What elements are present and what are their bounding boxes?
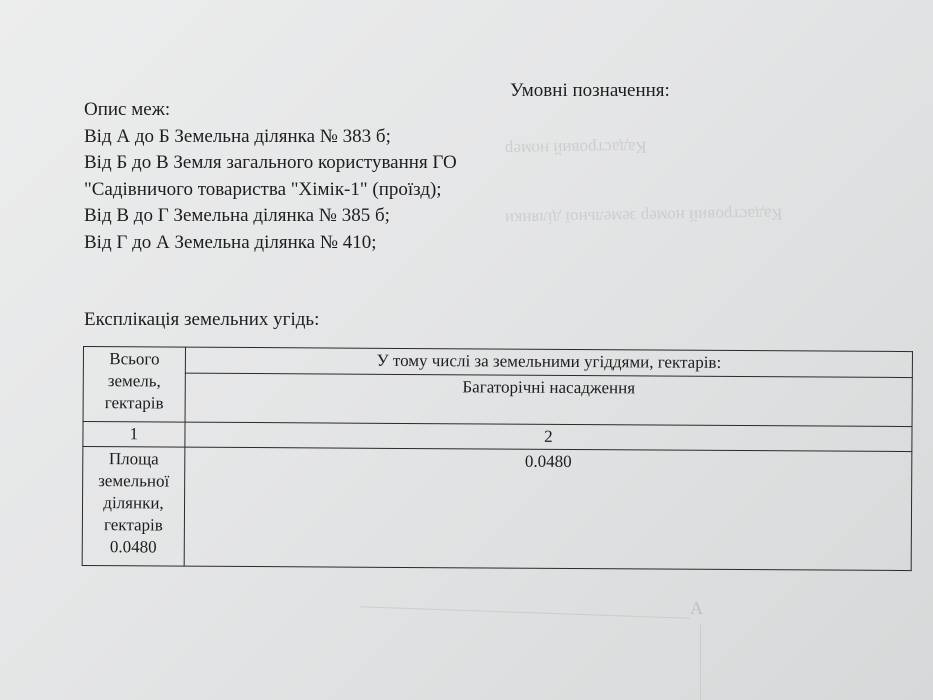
perennial-plantings-header: Багаторічні насадження [185, 373, 912, 426]
land-use-group-header: У тому числі за земельними угіддями, гектарів: [185, 347, 912, 377]
table-row [82, 447, 912, 571]
perennial-plantings-value: 0.0480 [184, 447, 912, 570]
boundary-description [84, 97, 457, 256]
table-subheader-row [83, 373, 912, 427]
boundary-title: Опис меж: [84, 99, 171, 120]
area-label: Площа земельної ділянки, гектарів [98, 449, 170, 535]
land-explication-table [82, 346, 913, 571]
area-total: 0.0480 [109, 537, 157, 557]
total-land-header: Всього земель, гектарів [83, 347, 185, 423]
faint-plan-line [360, 606, 690, 619]
faint-plan-letter: А [690, 598, 703, 618]
boundary-line: "Садівничого товариства "Хімік-1" (проїзд); [84, 178, 442, 200]
legend-title: Умовні позначення: [510, 80, 670, 101]
area-cell [82, 447, 185, 567]
boundary-line: Від Б до В Земля загального користування ГО [84, 152, 457, 173]
faint-plan-line [700, 625, 702, 700]
bleed-through-text: Кадастровий номер [504, 137, 647, 160]
column-number: 2 [185, 422, 912, 451]
boundary-line: Від В до Г Земельна ділянка № 385 б; [84, 205, 390, 226]
boundary-line: Від Г до А Земельна ділянка № 410; [84, 231, 377, 253]
bleed-through-text: Кадастровий номер земельної ділянки [504, 204, 783, 229]
explication-title: Експлікація земельних угідь: [84, 309, 320, 330]
column-number: 1 [83, 422, 185, 448]
boundary-line: Від А до Б Земельна ділянка № 383 б; [84, 125, 391, 147]
